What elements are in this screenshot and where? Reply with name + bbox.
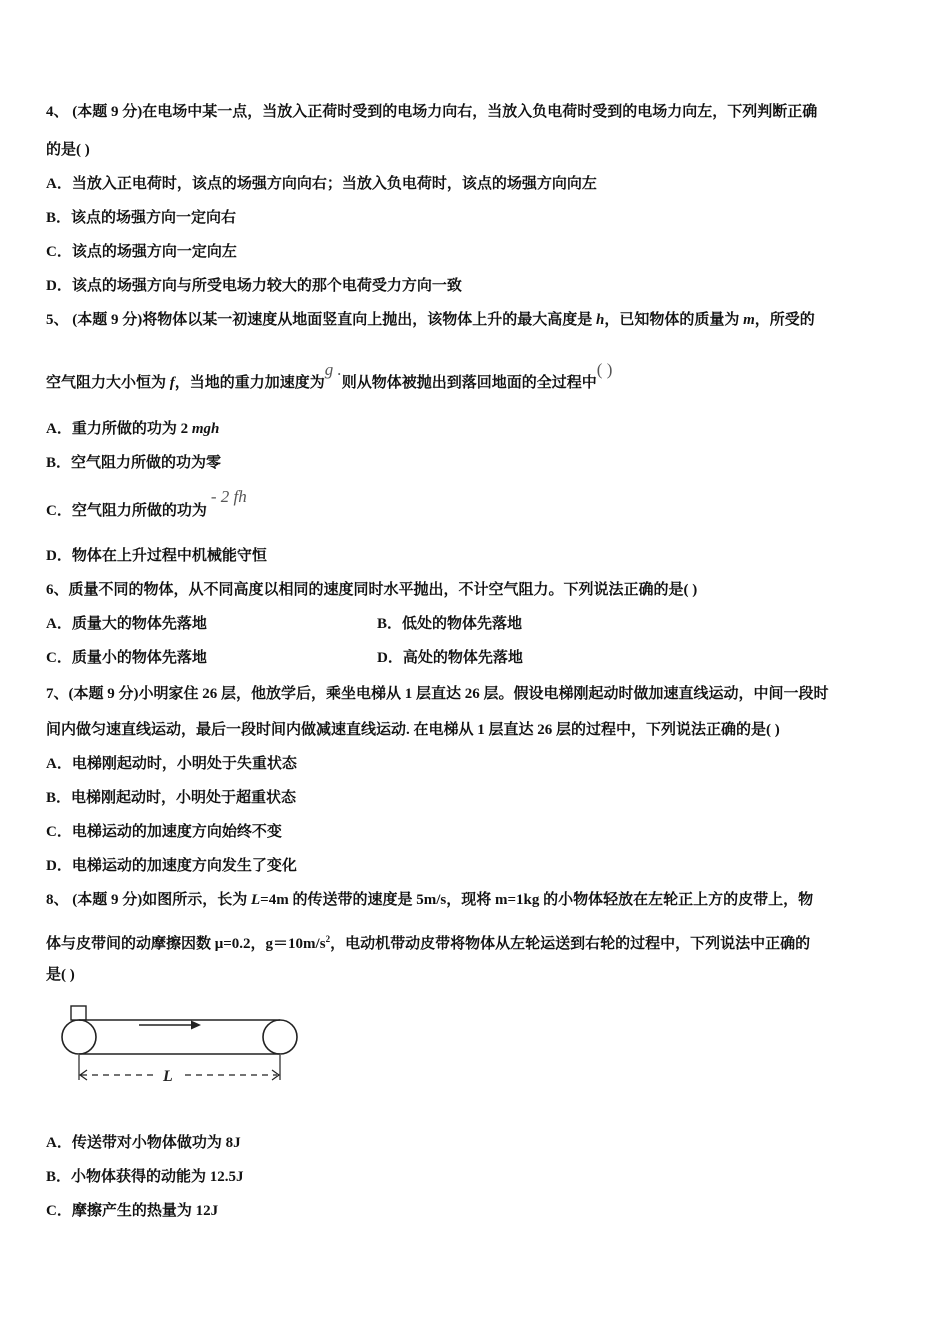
q8-stem-line3: 是( ) xyxy=(46,967,75,983)
small-block xyxy=(71,1006,86,1020)
q8-option-b: B．小物体获得的动能为 12.5J xyxy=(46,1169,244,1185)
g-formula: g . xyxy=(324,360,342,379)
q5-option-a: A．重力所做的功为 2 mgh xyxy=(46,421,220,437)
q7-option-b: B．电梯刚起动时，小明处于超重状态 xyxy=(46,790,297,806)
left-wheel xyxy=(62,1020,96,1054)
q6-stem: 6、质量不同的物体，从不同高度以相同的速度同时水平抛出，不计空气阻力。下列说法正确的是( ) xyxy=(46,582,698,598)
q8-stem-line2: 体与皮带间的动摩擦因数 μ=0.2，$g=10m/s^2$，电动机带动皮带将物体从左轮运送到右轮的过程中，下列说法中正确的 xyxy=(46,934,811,952)
q8-stem-line1: 8、 (本题 9 分)如图所示，长为 L=4m 的传送带的速度是 5m/s，现将 m=1kg 的小物体轻放在左轮正上方的皮带上，物 xyxy=(46,892,814,908)
q5-option-d: D．物体在上升过程中机械能守恒 xyxy=(46,548,267,564)
q4-option-b: B．该点的场强方向一定向右 xyxy=(46,210,237,226)
q4-option-c: C．该点的场强方向一定向左 xyxy=(46,244,237,260)
q8-option-a: A．传送带对小物体做功为 8J xyxy=(46,1135,241,1151)
q7-stem-line1: 7、(本题 9 分)小明家住 26 层，他放学后，乘坐电梯从 1 层直达 26 层。假设电梯刚起动时做加速直线运动，中间一段时 xyxy=(46,686,829,702)
q4-stem-line1: 4、 (本题 9 分)在电场中某一点，当放入正荷时受到的电场力向右，当放入负电荷时受到的电场力向左，下列判断正确 xyxy=(46,104,818,120)
q6-option-a: A．质量大的物体先落地 xyxy=(46,616,207,632)
q7-stem-line2: 间内做匀速直线运动，最后一段时间内做减速直线运动. 在电梯从 1 层直达 26 层的过程中，下列说法正确的是( ) xyxy=(46,722,780,738)
q6-option-d: D．高处的物体先落地 xyxy=(377,650,523,666)
q5-option-b: B．空气阻力所做的功为零 xyxy=(46,455,222,471)
q4-stem-line2: 的是( ) xyxy=(46,142,90,158)
q5-stem-line1: 5、 (本题 9 分)将物体以某一初速度从地面竖直向上抛出，该物体上升的最大高度是 h，已知物体的质量为 m，所受的 xyxy=(46,312,815,328)
q7-option-c: C．电梯运动的加速度方向始终不变 xyxy=(46,824,282,840)
right-wheel xyxy=(263,1020,297,1054)
q4-option-d: D．该点的场强方向与所受电场力较大的那个电荷受力方向一致 xyxy=(46,278,462,294)
length-label: L xyxy=(163,1068,173,1085)
q5-option-c: C．空气阻力所做的功为- 2 fh xyxy=(46,487,247,519)
q8-option-c: C．摩擦产生的热量为 12J xyxy=(46,1203,219,1219)
q6-option-c: C．质量小的物体先落地 xyxy=(46,650,207,666)
velocity-arrow-icon xyxy=(191,1021,201,1030)
conveyor-belt-diagram xyxy=(55,1000,305,1090)
q6-option-b: B．低处的物体先落地 xyxy=(377,616,523,632)
minus-2fh-formula: - 2 fh xyxy=(210,487,247,506)
q7-option-d: D．电梯运动的加速度方向发生了变化 xyxy=(46,858,297,874)
q5-stem-line2: 空气阻力大小恒为 f，当地的重力加速度为g .则从物体被抛出到落回地面的全过程中( ) xyxy=(46,360,613,391)
q7-option-a: A．电梯刚起动时，小明处于失重状态 xyxy=(46,756,297,772)
q4-option-a: A．当放入正电荷时，该点的场强方向向右；当放入负电荷时，该点的场强方向向左 xyxy=(46,176,597,192)
